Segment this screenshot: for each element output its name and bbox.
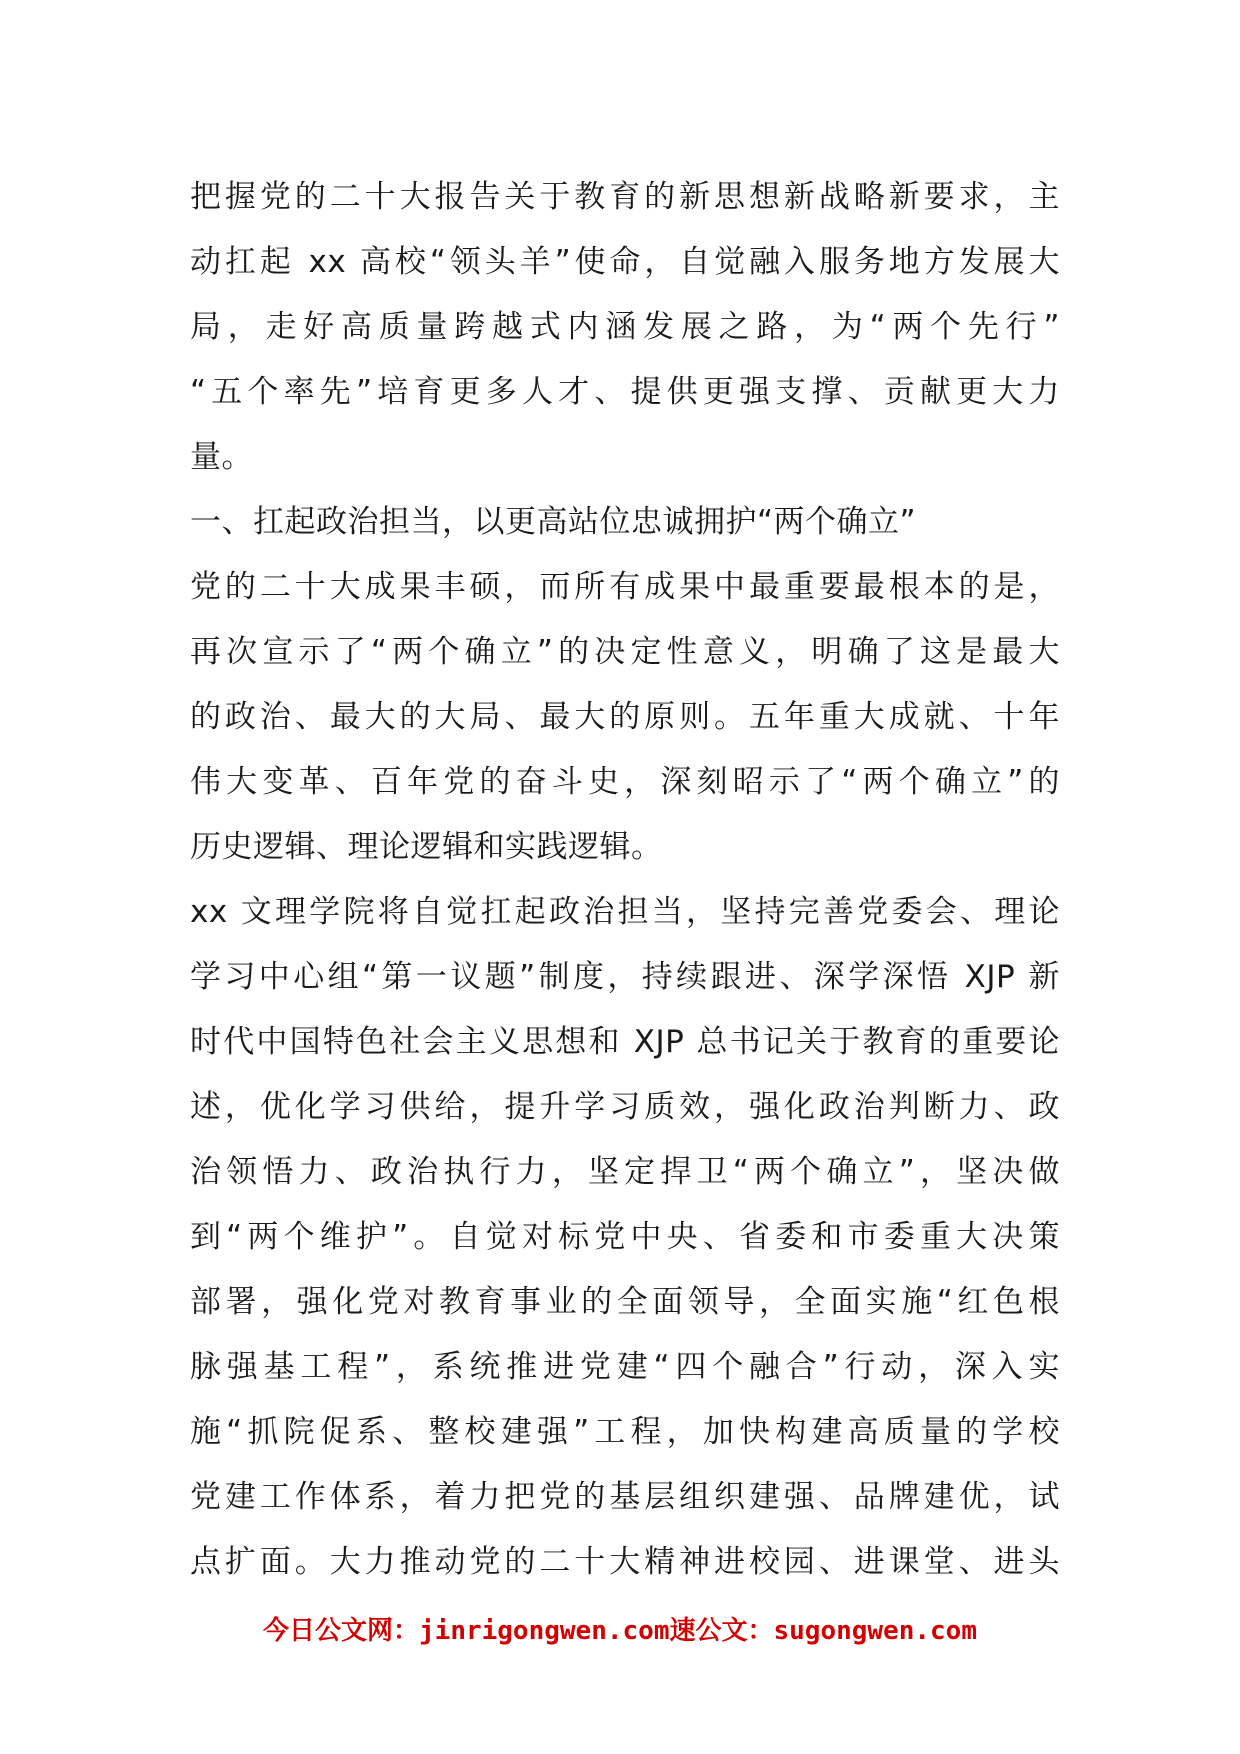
footer-watermark (0, 1610, 1240, 1647)
footer-site2-name: 速公文： (669, 1616, 774, 1646)
footer-site1-name: 今日公文网： (263, 1616, 420, 1646)
text-line: xx 文理学院将自觉扛起政治担当，坚持完善党委会、理论 (190, 894, 1060, 930)
text-line: 党的二十大成果丰硕，而所有成果中最重要最根本的是， (190, 569, 1060, 605)
footer-site2-link[interactable]: sugongwen.com (773, 1616, 977, 1646)
text-line: 把握党的二十大报告关于教育的新思想新战略新要求，主 (190, 179, 1060, 215)
document-body (190, 165, 1060, 1595)
text-line: 局，走好高质量跨越式内涵发展之路，为“两个先行” (190, 309, 1060, 345)
text-line: 量。 (190, 439, 253, 475)
text-line: 再次宣示了“两个确立”的决定性意义，明确了这是最大 (190, 634, 1060, 670)
text-line: 党建工作体系，着力把党的基层组织建强、品牌建优，试 (190, 1479, 1060, 1515)
text-line: 治领悟力、政治执行力，坚定捍卫“两个确立”，坚决做 (190, 1154, 1060, 1190)
text-line: 动扛起 xx 高校“领头羊”使命，自觉融入服务地方发展大 (190, 244, 1060, 280)
text-line: 学习中心组“第一议题”制度，持续跟进、深学深悟 XJP 新 (190, 959, 1060, 995)
text-line: 脉强基工程”，系统推进党建“四个融合”行动，深入实 (190, 1349, 1060, 1385)
text-line: 施“抓院促系、整校建强”工程，加快构建高质量的学校 (190, 1414, 1060, 1450)
text-line: 历史逻辑、理论逻辑和实践逻辑。 (190, 829, 663, 865)
text-line: 点扩面。大力推动党的二十大精神进校园、进课堂、进头 (190, 1544, 1060, 1580)
text-line: 部署，强化党对教育事业的全面领导，全面实施“红色根 (190, 1284, 1060, 1320)
text-line: “五个率先”培育更多人才、提供更强支撑、贡献更大力 (190, 374, 1060, 410)
section-heading: 一、扛起政治担当，以更高站位忠诚拥护“两个确立” (190, 504, 917, 540)
text-line: 述，优化学习供给，提升学习质效，强化政治判断力、政 (190, 1089, 1060, 1125)
text-line: 伟大变革、百年党的奋斗史，深刻昭示了“两个确立”的 (190, 764, 1060, 800)
footer-site1-link[interactable]: jinrigongwen.com (419, 1616, 670, 1646)
text-line: 的政治、最大的大局、最大的原则。五年重大成就、十年 (190, 699, 1060, 735)
text-line: 到“两个维护”。自觉对标党中央、省委和市委重大决策 (190, 1219, 1060, 1255)
text-line: 时代中国特色社会主义思想和 XJP 总书记关于教育的重要论 (190, 1024, 1060, 1060)
